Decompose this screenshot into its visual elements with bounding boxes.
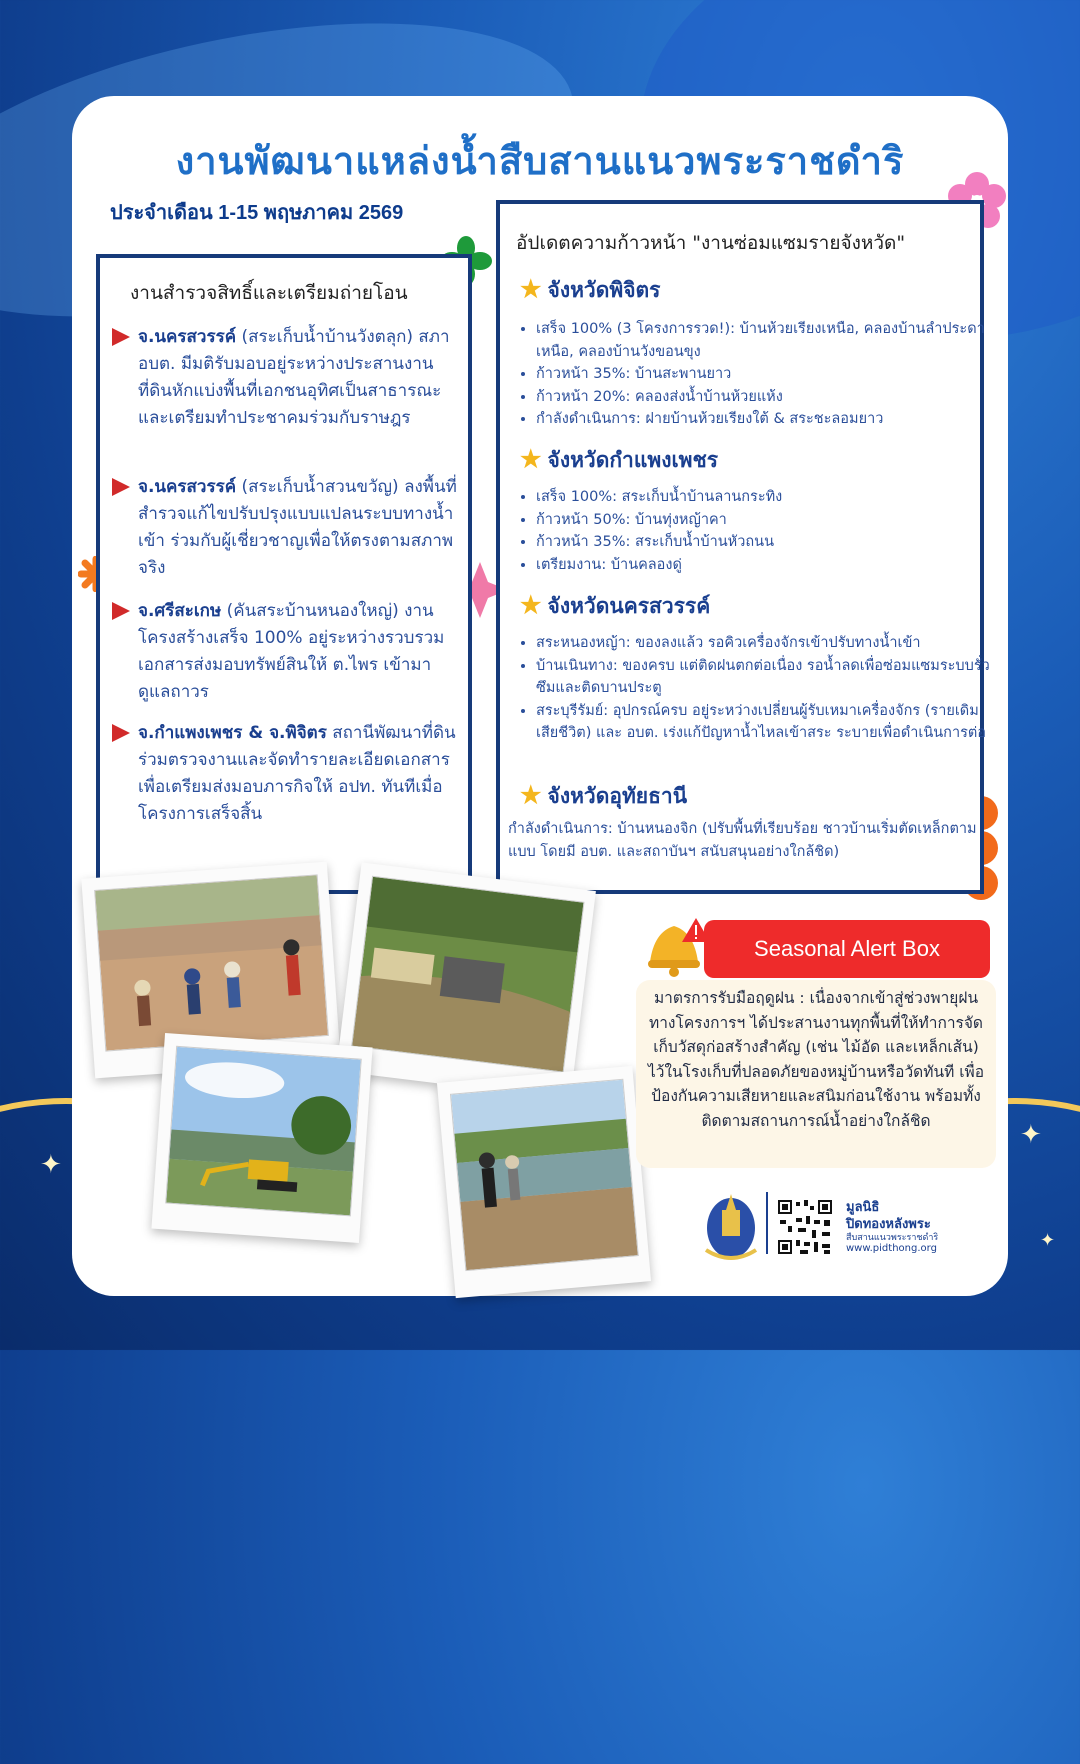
transfer-survey-heading: งานสำรวจสิทธิ์และเตรียมถ่ายโอน	[130, 282, 408, 304]
seasonal-alert-text: มาตรการรับมือฤดูฝน : เนื่องจากเข้าสู่ช่วงพายุฝน ทางโครงการฯ ได้ประสานงานทุกพื้นที่ให้ทำการจัดเก็บวัสดุก่อสร้างสำคัญ (เช่น ไม้อัด และเหล็กเส้น) ไว้ในโรงเก็บที่ปลอดภัยของหมู่บ้านหรือวัดทันที เพื่อป้องกันความเสียหายและสนิมก่อนใช้งาน พร้อมทั้งติดตามสถานการณ์น้ำอย่างใกล้ชิด	[647, 989, 985, 1130]
list-item: • สระหนองหญ้า: ของลงแล้ว รอคิวเครื่องจักรเข้าปรับทางน้ำเข้า	[536, 632, 996, 655]
star-icon: ★	[520, 276, 542, 303]
list-item: • ก้าวหน้า 35%: บ้านสะพานยาว	[536, 363, 996, 386]
foundation-tagline: สืบสานแนวพระราชดำริ	[846, 1233, 939, 1243]
list-item: • เสร็จ 100%: สระเก็บน้ำบ้านลานกระทิง	[536, 486, 996, 509]
red-arrow-icon	[112, 478, 130, 496]
workers-digging-image	[94, 874, 329, 1051]
survey-item-province: จ.นครสวรรค์	[138, 327, 237, 347]
website-link[interactable]: www.pidthong.org	[846, 1243, 937, 1254]
photo-excavator	[151, 1033, 372, 1243]
list-item: • เตรียมงาน: บ้านคลองดู่	[536, 554, 996, 577]
province-paragraph: กำลังดำเนินการ: บ้านหนองจิก (ปรับพื้นที่เรียบร้อย ชาวบ้านเริ่มตัดเหล็กตามแบบ โดยมี อบต. และสถาบันฯ สนับสนุนอย่างใกล้ชิด)	[508, 821, 977, 860]
survey-item-province: จ.นครสวรรค์	[138, 477, 237, 497]
list-item: • ก้าวหน้า 35%: สระเก็บน้ำบ้านหัวถนน	[536, 531, 996, 554]
sparkle-icon: ✦	[40, 1150, 62, 1180]
sparkle-icon: ✦	[1020, 1120, 1042, 1150]
province-bullet-list	[514, 486, 996, 576]
survey-item-text: สถานีพัฒนาที่ดินร่วมตรวจงานและจัดทำรายละเอียดเอกสาร เพื่อเตรียมส่งมอบภารกิจให้ อปท. ทันทีเมื่อโครงการเสร็จสิ้น	[138, 723, 456, 824]
footer-divider	[766, 1192, 768, 1254]
qr-code[interactable]	[776, 1198, 834, 1256]
survey-item-province: จ.ศรีสะเกษ	[138, 601, 222, 621]
survey-item	[112, 720, 462, 828]
survey-item	[112, 324, 462, 432]
star-icon: ★	[520, 782, 542, 809]
list-item: • ก้าวหน้า 50%: บ้านทุ่งหญ้าคา	[536, 509, 996, 532]
survey-item	[112, 598, 462, 706]
province-heading: ★ จังหวัดนครสวรรค์	[520, 592, 711, 619]
list-item: • ก้าวหน้า 20%: คลองส่งน้ำบ้านห้วยแห้ง	[536, 386, 996, 409]
survey-item-text: (สระเก็บน้ำสวนขวัญ) ลงพื้นที่สำรวจแก้ไขปรับปรุงแบบแปลนระบบทางน้ำเข้า ร่วมกับผู้เชี่ยวชาญเพื่อให้ตรงตามสภาพจริง	[138, 477, 457, 578]
list-item: • สระบุรีรัมย์: อุปกรณ์ครบ อยู่ระหว่างเปลี่ยนผู้รับเหมาเครื่องจักร (รายเดิมเสียชีวิต) และ อบต. เร่งแก้ปัญหาน้ำไหลเข้าสระ ระบายเพื่อดำเนินการต่อ	[536, 700, 996, 745]
list-item: • เสร็จ 100% (3 โครงการรวด!): บ้านห้วยเรียงเหนือ, คลองบ้านลำประดาเหนือ, คลองบ้านวังขอนขุง	[536, 318, 996, 363]
list-item: • บ้านเนินทาง: ของครบ แต่ติดฝนตกต่อเนื่อง รอน้ำลดเพื่อซ่อมแซมระบบรั่วซึมและติดบานประตู	[536, 655, 996, 700]
excavator-image	[165, 1046, 362, 1217]
province-bullet-list	[514, 632, 996, 745]
page-title: งานพัฒนาแหล่งน้ำสืบสานแนวพระราชดำริ	[175, 141, 905, 183]
province-heading: ★ จังหวัดพิจิตร	[520, 276, 661, 303]
province-heading: ★ จังหวัดอุทัยธานี	[520, 782, 688, 809]
survey-item-text: (สระเก็บน้ำบ้านวังตลุก) สภา อบต. มีมติรับมอบอยู่ระหว่างประสานงานที่ดินหักแบ่งพื้นที่เอกชนอุทิศเป็นสาธารณะ และเตรียมทำประชาคมร่วมกับราษฎร	[138, 327, 450, 428]
photo-canal-gate	[336, 862, 596, 1099]
red-arrow-icon	[112, 724, 130, 742]
survey-item-province: จ.กำแพงเพชร & จ.พิจิตร	[138, 723, 327, 743]
list-item: • กำลังดำเนินการ: ฝายบ้านห้วยเรียงใต้ & สระชะลอมยาว	[536, 408, 996, 431]
sparkle-icon: ✦	[1040, 1230, 1056, 1251]
survey-item-text: (คันสระบ้านหนองใหญ่) งานโครงสร้างเสร็จ 100% อยู่ระหว่างรวบรวมเอกสารส่งมอบทรัพย์สินให้ ต.ไพร เข้ามาดูแลถาวร	[138, 601, 445, 702]
red-arrow-icon	[112, 328, 130, 346]
page-subtitle: ประจำเดือน 1-15 พฤษภาคม 2569	[110, 202, 404, 224]
foundation-name-line1: มูลนิธิ	[846, 1199, 880, 1214]
site-inspection-image	[450, 1079, 639, 1271]
red-arrow-icon	[112, 602, 130, 620]
photo-site-inspection	[437, 1066, 651, 1298]
foundation-logo	[700, 1188, 762, 1266]
alert-bell-icon	[640, 912, 710, 978]
province-heading: ★ จังหวัดกำแพงเพชร	[520, 446, 719, 473]
repair-progress-heading: อัปเดตความก้าวหน้า "งานซ่อมแซมรายจังหวัด"	[516, 232, 906, 254]
province-bullet-list	[514, 318, 996, 431]
foundation-name-line2: ปิดทองหลังพระ	[846, 1216, 931, 1231]
seasonal-alert-label: Seasonal Alert Box	[704, 920, 990, 978]
survey-item	[112, 474, 462, 582]
star-icon: ★	[520, 446, 542, 473]
canal-gate-image	[351, 876, 584, 1073]
star-icon: ★	[520, 592, 542, 619]
